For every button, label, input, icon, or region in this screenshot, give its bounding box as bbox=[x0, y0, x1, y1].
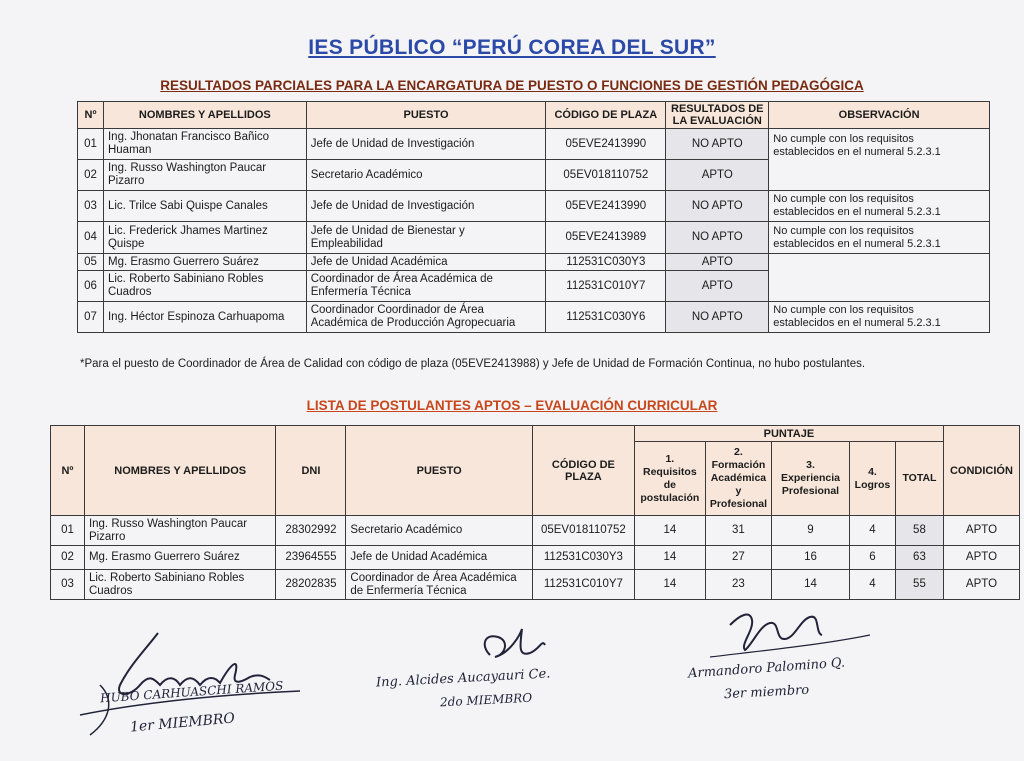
header-puesto: PUESTO bbox=[306, 102, 546, 129]
signature-2-name: Ing. Alcides Aucayauri Ce. bbox=[375, 666, 551, 691]
table-header-row bbox=[78, 102, 990, 129]
signature-2-role: 2do MIEMBRO bbox=[439, 690, 533, 710]
header-p1: 1. Requisitos de postulación bbox=[634, 442, 705, 516]
table-row: 06 Lic. Roberto Sabiniano Robles Cuadros Coordinador de Área Académica de Enfermería Técnica 112531C010Y7 APTO bbox=[78, 271, 990, 302]
header-p2: 2. Formación Académica y Profesional bbox=[705, 442, 771, 516]
header-observacion: OBSERVACIÓN bbox=[769, 102, 990, 129]
section1-title: RESULTADOS PARCIALES PARA LA ENCARGATURA DE PUESTO O FUNCIONES DE GESTIÓN PEDAGÓGICA bbox=[160, 78, 864, 93]
signature-3-name: Armandoro Palomino Q. bbox=[687, 655, 846, 682]
results-table bbox=[77, 101, 990, 333]
table-row: 02 Mg. Erasmo Guerrero Suárez 23964555 Jefe de Unidad Académica 112531C030Y3 14 27 16 6 63 APTO bbox=[51, 546, 1020, 570]
header-nombres: NOMBRES Y APELLIDOS bbox=[103, 102, 306, 129]
signature-1 bbox=[60, 625, 320, 755]
signature-2 bbox=[370, 625, 620, 725]
table-row: 05 Mg. Erasmo Guerrero Suárez Jefe de Unidad Académica 112531C030Y3 APTO bbox=[78, 254, 990, 271]
table-row: 02 Ing. Russo Washington Paucar Pizarro Secretario Académico 05EV018110752 APTO bbox=[78, 160, 990, 191]
table-row: 04 Lic. Frederick Jhames Martinez Quispe Jefe de Unidad de Bienestar y Empleabilidad 05EVE2413989 NO APTO No cumple con los requisitos establecidos en el numeral 5.2.3.1 bbox=[78, 222, 990, 254]
header-condicion: CONDICIÓN bbox=[943, 426, 1019, 516]
signature-3-role: 3er miembro bbox=[723, 682, 810, 703]
header-total: TOTAL bbox=[895, 442, 943, 516]
header-codigo: CÓDIGO DE PLAZA bbox=[532, 426, 634, 516]
header-p3: 3. Experiencia Profesional bbox=[772, 442, 850, 516]
table-row: 03 Lic. Trilce Sabi Quispe Canales Jefe de Unidad de Investigación 05EVE2413990 NO APTO No cumple con los requisitos establecidos en el numeral 5.2.3.1 bbox=[78, 191, 990, 222]
section2-title: LISTA DE POSTULANTES APTOS – EVALUACIÓN CURRICULAR bbox=[306, 398, 718, 413]
signature-3 bbox=[680, 605, 920, 715]
table-header-row bbox=[51, 426, 1020, 442]
footnote: *Para el puesto de Coordinador de Área de Calidad con código de plaza (05EVE2413988) y Jefe de Unidad de Formación Continua, no hubo postulantes. bbox=[80, 358, 866, 370]
table-row: 01 Ing. Jhonatan Francisco Bañico Huaman Jefe de Unidad de Investigación 05EVE2413990 NO APTO No cumple con los requisitos establecidos en el numeral 5.2.3.1 bbox=[78, 129, 990, 160]
header-codigo: CÓDIGO DE PLAZA bbox=[546, 102, 666, 129]
header-resultados: RESULTADOS DE LA EVALUACIÓN bbox=[666, 102, 769, 129]
table-row: 01 Ing. Russo Washington Paucar Pizarro 28302992 Secretario Académico 05EV018110752 14 31 9 4 58 APTO bbox=[51, 516, 1020, 546]
signature-1-role: 1er MIEMBRO bbox=[129, 710, 236, 736]
signature-1-name: HUBO CARHUASCHI RAMOS bbox=[99, 678, 284, 706]
header-p4: 4. Logros bbox=[849, 442, 895, 516]
header-dni: DNI bbox=[276, 426, 346, 516]
aptos-table bbox=[50, 425, 1020, 600]
table-row: 07 Ing. Héctor Espinoza Carhuapoma Coordinador Coordinador de Área Académica de Producción Agropecuaria 112531C030Y6 NO APTO No cumple con los requisitos establecidos en el numeral 5.2.3.1 bbox=[78, 302, 990, 333]
header-puntaje: PUNTAJE bbox=[634, 426, 943, 442]
header-puesto: PUESTO bbox=[346, 426, 533, 516]
header-n: Nº bbox=[78, 102, 104, 129]
header-nombres: NOMBRES Y APELLIDOS bbox=[84, 426, 276, 516]
table-row: 03 Lic. Roberto Sabiniano Robles Cuadros 28202835 Coordinador de Área Académica de Enfermería Técnica 112531C010Y7 14 23 14 4 55 APTO bbox=[51, 570, 1020, 600]
document-title: IES PÚBLICO “PERÚ COREA DEL SUR” bbox=[308, 36, 716, 59]
header-n: Nº bbox=[51, 426, 85, 516]
